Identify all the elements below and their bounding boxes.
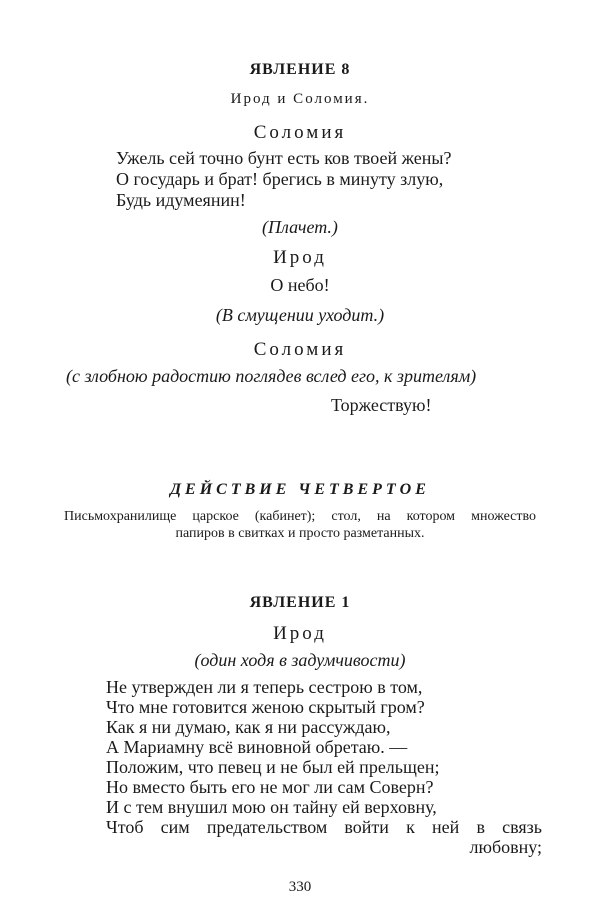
scene8-line-triumph: Торжествую! <box>331 395 432 415</box>
page-number: 330 <box>288 879 312 895</box>
scene1-stage-direction: (один ходя в задумчивости) <box>194 650 406 670</box>
scene8-line-o-nebo: О небо! <box>270 275 330 295</box>
scene8-stage-direction-weeps: (Плачет.) <box>262 217 338 237</box>
scene1-verse-line: Как я ни думаю, как я ни рассуждаю, <box>106 717 391 737</box>
scene8-stage-direction-aside: (с злобною радостию поглядев вслед его, к зрителям) <box>66 366 477 386</box>
scene1-verse-line: Чтоб сим предательством войти к ней в связь <box>106 817 542 837</box>
scene1-verse-line: И с тем внушил мою он тайну ей верховну, <box>106 797 437 817</box>
scene8-verse-line: Ужель сей точно бунт есть ков твоей жены? <box>116 148 452 168</box>
scene1-verse-line: А Мариамну всё виновной обретаю. — <box>106 737 408 757</box>
scene1-verse-line: Положим, что певец и не был ей прельщен; <box>106 757 440 777</box>
scene1-heading: ЯВЛЕНИЕ 1 <box>249 594 351 611</box>
scene8-speaker-irod: Ирод <box>273 247 327 268</box>
scene8-verse-line: Будь идумеянин! <box>116 190 246 210</box>
scene8-stage-direction-exit: (В смущении уходит.) <box>215 305 385 325</box>
scene1-verse-line-continuation: любовну; <box>469 837 542 857</box>
scene1-speaker-irod: Ирод <box>273 623 327 644</box>
scene8-speaker-solomiya-2: Соломия <box>253 339 347 360</box>
scene1-verse-line: Но вместо быть его не мог ли сам Соверн? <box>106 777 434 797</box>
scene8-verse-line: О государь и брат! брегись в минуту злую, <box>116 169 444 189</box>
act-setting-line: Письмохранилище царское (кабинет); стол, на котором множество <box>64 509 536 524</box>
act-title: ДЕЙСТВИЕ ЧЕТВЕРТОЕ <box>170 481 430 498</box>
scene1-verse-line: Что мне готовится женою скрытый гром? <box>106 697 425 717</box>
scene8-characters: Ирод и Соломия. <box>230 91 370 107</box>
act-setting-line: папиров в свитках и просто разметанных. <box>175 526 425 541</box>
scene8-speaker-solomiya: Соломия <box>253 122 347 143</box>
scene1-verse-line: Не утвержден ли я теперь сестрою в том, <box>106 677 423 697</box>
scene8-heading: ЯВЛЕНИЕ 8 <box>249 61 351 78</box>
